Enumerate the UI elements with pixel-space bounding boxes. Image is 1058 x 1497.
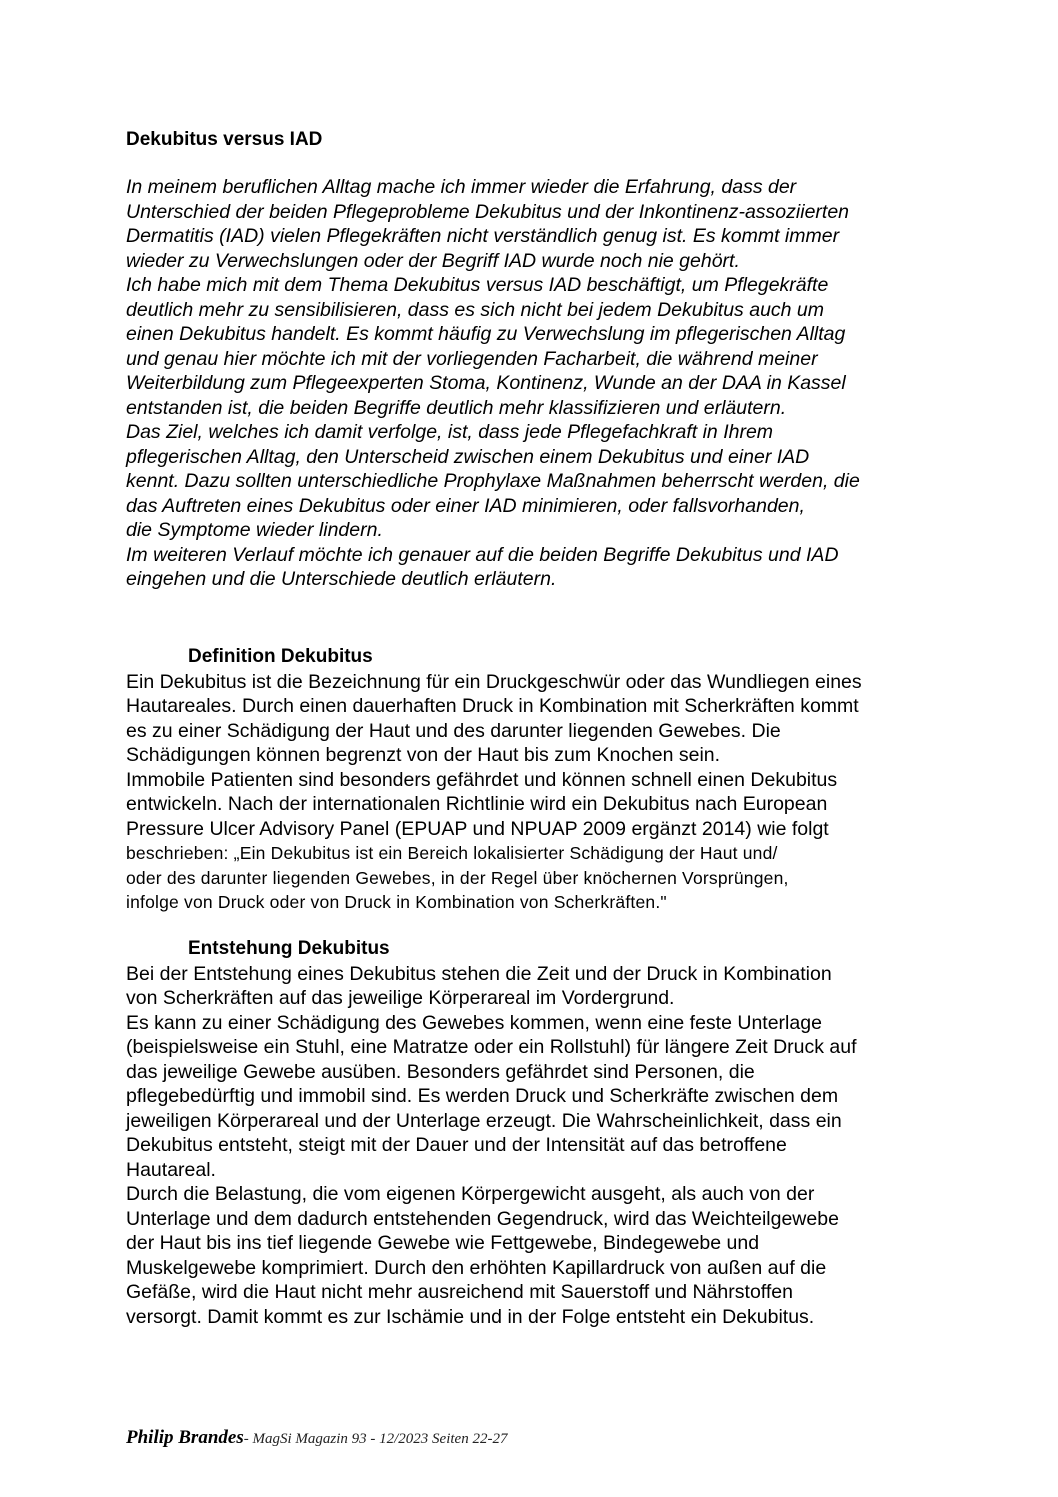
body-line: Muskelgewebe komprimiert. Durch den erhöhten Kapillardruck von außen auf die — [126, 1256, 827, 1279]
intro-line: die Symptome wieder lindern. — [126, 519, 383, 541]
section-body-entstehung — [126, 962, 956, 1330]
body-line: Schädigungen können begrenzt von der Haut bis zum Knochen sein. — [126, 744, 721, 766]
body-line: Ein Dekubitus ist die Bezeichnung für ein Druckgeschwür oder das Wundliegen eines — [126, 670, 862, 693]
intro-line: Dermatitis (IAD) vielen Pflegekräften nicht verständlich genug ist. Es kommt immer — [126, 225, 840, 247]
body-line: das jeweilige Gewebe ausüben. Besonders gefährdet sind Personen, die — [126, 1060, 755, 1083]
intro-line: In meinem beruflichen Alltag mache ich immer wieder die Erfahrung, dass der — [126, 176, 797, 198]
intro-line: entstanden ist, die beiden Begriffe deutlich mehr klassifizieren und erläutern. — [126, 396, 787, 419]
section-body-definition — [126, 670, 956, 915]
intro-line: das Auftreten eines Dekubitus oder einer IAD minimieren, oder fallsvorhanden, — [126, 494, 805, 517]
intro-line: wieder zu Verwechslungen oder der Begriff IAD wurde noch nie gehört. — [126, 249, 740, 272]
body-line: Pressure Ulcer Advisory Panel (EPUAP und NPUAP 2009 ergänzt 2014) wie folgt — [126, 817, 829, 840]
section-entstehung — [126, 937, 956, 1329]
body-line: von Scherkräften auf das jeweilige Körperareal im Vordergrund. — [126, 987, 675, 1009]
section-heading-definition: Definition Dekubitus — [188, 646, 373, 667]
quote-line: oder des darunter liegenden Gewebes, in der Regel über knöchernen Vorsprüngen, — [126, 867, 789, 888]
quote-line: beschrieben: „Ein Dekubitus ist ein Bereich lokalisierter Schädigung der Haut und/ — [126, 843, 778, 863]
intro-line: und genau hier möchte ich mit der vorliegenden Facharbeit, die während meiner — [126, 347, 818, 370]
body-line: Gefäße, wird die Haut nicht mehr ausreichend mit Sauerstoff und Nährstoffen — [126, 1281, 793, 1303]
body-line: versorgt. Damit kommt es zur Ischämie und in der Folge entsteht ein Dekubitus. — [126, 1305, 815, 1328]
body-line: Es kann zu einer Schädigung des Gewebes kommen, wenn eine feste Unterlage — [126, 1011, 822, 1034]
body-line: Hautareales. Durch einen dauerhaften Druck in Kombination mit Scherkräften kommt — [126, 695, 859, 717]
intro-line: deutlich mehr zu sensibilisieren, dass es sich nicht bei jedem Dekubitus auch um — [126, 298, 825, 321]
page-footer — [126, 1427, 507, 1450]
intro-line: pflegerischen Alltag, den Unterscheid zwischen einem Dekubitus und einer IAD — [126, 445, 810, 468]
body-line: der Haut bis ins tief liegende Gewebe wie Fettgewebe, Bindegewebe und — [126, 1232, 760, 1254]
document-title: Dekubitus versus IAD — [126, 129, 323, 150]
body-line: entwickeln. Nach der internationalen Richtlinie wird ein Dekubitus nach European — [126, 793, 828, 815]
body-line: jeweiligen Körperareal und der Unterlage erzeugt. Die Wahrscheinlichkeit, dass ein — [126, 1109, 842, 1132]
intro-line: Weiterbildung zum Pflegeexperten Stoma, Kontinenz, Wunde an der DAA in Kassel — [126, 372, 846, 394]
section-heading-entstehung: Entstehung Dekubitus — [188, 938, 390, 959]
footer-author: Philip Brandes — [126, 1427, 244, 1448]
intro-line: Das Ziel, welches ich damit verfolge, ist, dass jede Pflegefachkraft in Ihrem — [126, 421, 774, 443]
body-line: es zu einer Schädigung der Haut und des darunter liegenden Gewebes. Die — [126, 719, 781, 742]
intro-line: einen Dekubitus handelt. Es kommt häufig zu Verwechslung im pflegerischen Alltag — [126, 323, 846, 345]
body-line: Immobile Patienten sind besonders gefährdet und können schnell einen Dekubitus — [126, 768, 838, 791]
intro-line: kennt. Dazu sollten unterschiedliche Prophylaxe Maßnahmen beherrscht werden, die — [126, 470, 860, 492]
intro-line: eingehen und die Unterschiede deutlich erläutern. — [126, 568, 557, 590]
body-line: Bei der Entstehung eines Dekubitus stehen die Zeit und der Druck in Kombination — [126, 962, 832, 985]
body-line: pflegebedürftig und immobil sind. Es werden Druck und Scherkräfte zwischen dem — [126, 1085, 839, 1107]
body-line: Unterlage und dem dadurch entstehenden Gegendruck, wird das Weichteilgewebe — [126, 1207, 839, 1230]
intro-line: Im weiteren Verlauf möchte ich genauer auf die beiden Begriffe Dekubitus und IAD — [126, 543, 839, 566]
body-line: (beispielsweise ein Stuhl, eine Matratze oder ein Rollstuhl) für längere Zeit Druck auf — [126, 1036, 857, 1058]
body-line: Hautareal. — [126, 1158, 216, 1181]
body-line: Durch die Belastung, die vom eigenen Körpergewicht ausgeht, als auch von der — [126, 1183, 815, 1205]
body-line: Dekubitus entsteht, steigt mit der Dauer und der Intensität auf das betroffene — [126, 1134, 787, 1156]
intro-paragraph — [126, 175, 956, 592]
quote-line: infolge von Druck oder von Druck in Kombination von Scherkräften." — [126, 892, 667, 912]
intro-line: Ich habe mich mit dem Thema Dekubitus versus IAD beschäftigt, um Pflegekräfte — [126, 274, 829, 296]
section-definition — [126, 645, 956, 915]
footer-source: - MagSi Magazin 93 - 12/2023 Seiten 22-27 — [243, 1431, 508, 1447]
intro-line: Unterschied der beiden Pflegeprobleme Dekubitus und der Inkontinenz-assoziierten — [126, 200, 850, 223]
